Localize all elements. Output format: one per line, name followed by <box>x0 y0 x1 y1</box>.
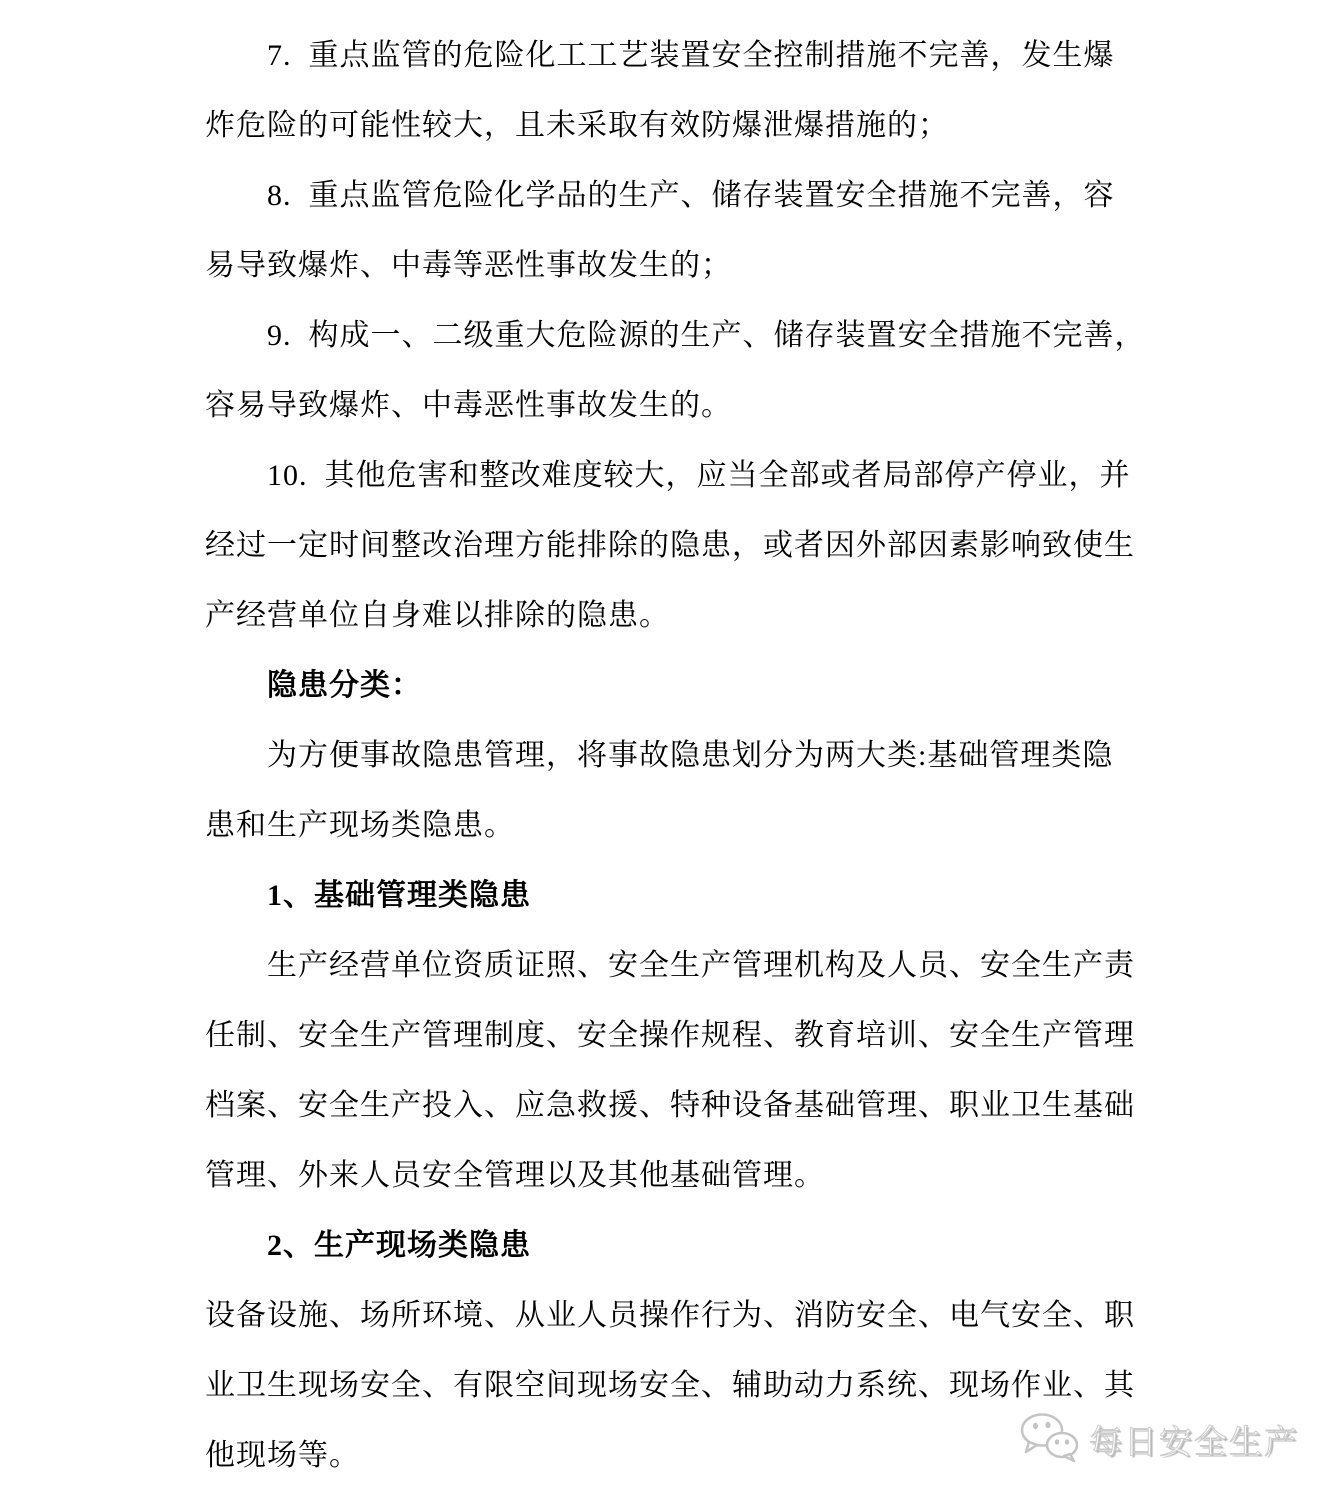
section-heading-basic-management: 1、基础管理类隐患 <box>267 879 531 912</box>
text-line: 为方便事故隐患管理，将事故隐患划分为两大类:基础管理类隐 <box>267 739 1114 772</box>
text-line: 炸危险的可能性较大，且未采取有效防爆泄爆措施的； <box>205 109 949 142</box>
document-body <box>205 21 1145 1491</box>
section-heading-hazard-classification: 隐患分类： <box>267 669 422 702</box>
text-line: 任制、安全生产管理制度、安全操作规程、教育培训、安全生产管理 <box>205 1019 1135 1052</box>
text-line: 7. 重点监管的危险化工工艺装置安全控制措施不完善，发生爆 <box>267 39 1115 72</box>
text-line: 10. 其他危害和整改难度较大，应当全部或者局部停产停业，并 <box>267 459 1131 492</box>
text-line: 他现场等。 <box>205 1439 360 1472</box>
text-line: 设备设施、场所环境、从业人员操作行为、消防安全、电气安全、职 <box>205 1299 1135 1332</box>
wechat-icon <box>1017 1411 1081 1468</box>
publisher-watermark <box>1017 1411 1299 1468</box>
section-heading-production-site: 2、生产现场类隐患 <box>267 1229 531 1262</box>
text-line: 患和生产现场类隐患。 <box>205 809 515 842</box>
text-line: 9. 构成一、二级重大危险源的生产、储存装置安全措施不完善， <box>267 319 1146 352</box>
text-line: 易导致爆炸、中毒等恶性事故发生的； <box>205 249 732 282</box>
watermark-label: 每日安全生产 <box>1089 1425 1299 1461</box>
text-line: 容易导致爆炸、中毒恶性事故发生的。 <box>205 389 732 422</box>
text-line: 业卫生现场安全、有限空间现场安全、辅助动力系统、现场作业、其 <box>205 1369 1135 1402</box>
text-line: 产经营单位自身难以排除的隐患。 <box>205 599 670 632</box>
text-line: 管理、外来人员安全管理以及其他基础管理。 <box>205 1159 825 1192</box>
text-line: 档案、安全生产投入、应急救援、特种设备基础管理、职业卫生基础 <box>205 1089 1135 1122</box>
text-line: 经过一定时间整改治理方能排除的隐患，或者因外部因素影响致使生 <box>205 529 1135 562</box>
text-line: 8. 重点监管危险化学品的生产、储存装置安全措施不完善，容 <box>267 179 1115 212</box>
text-line: 生产经营单位资质证照、安全生产管理机构及人员、安全生产责 <box>267 949 1135 982</box>
